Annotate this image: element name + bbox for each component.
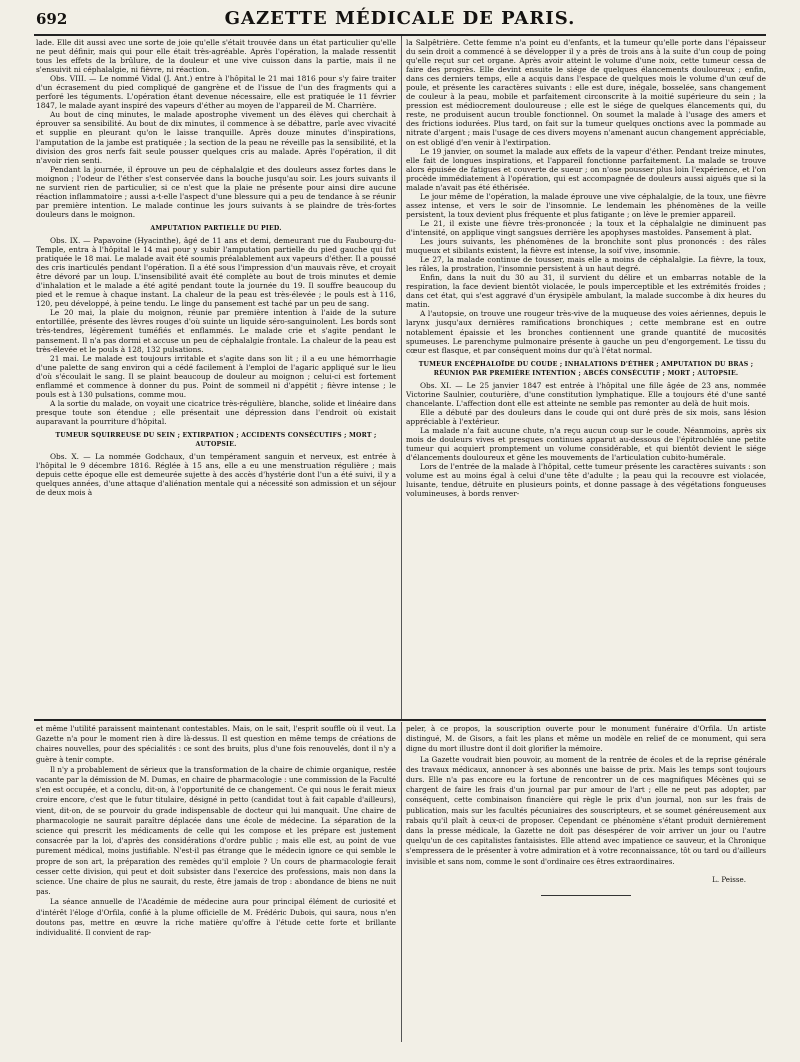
paragraph: La malade n'a fait aucune chute, n'a reçu aucun coup sur le coude. Néanmoins, après six mois de douleurs vives et presques continues apparut au-dessous de l'épitrochlée une petite tumeur qui acquiert promptement un volume considérable, et qui bientôt devient le siége d'élancements douloureux et gêne les mouvements de l'articulation cubito-humérale. [406,425,766,463]
page-header [0,8,800,32]
paragraph: Elle a débuté par des douleurs dans le coude qui ont duré près de six mois, sans lésion appréciable à l'extérieur. [406,407,766,426]
paragraph: La Gazette voudrait bien pouvoir, au moment de la rentrée de écoles et de la reprise générale des travaux médicaux, annoncer à ses abonnés une baisse de prix. Mais les temps sont toujours durs. Elle n'a pas encore eu la fortune de rencontrer un de ces magnifiques Mécènes qui se chargent de faire les frais d'un journal par pur amour de l'art ; elle ne peut pas adopter, par conséquent, cette combinaison financière qui règle le prix d'un journal, non sur les frais de publication, mais sur les facultés pécuniaires des souscripteurs, et se soumet généreusement aux rabais qu'il plaît à ceux-ci de proposer. Cependant ce phénomène s'étant produit dernièrement dans la presse médicale, la Gazette ne doit pas désespérer de voir arriver un jour ou l'autre quelqu'un de ces capitalistes fantaisistes. Elle attend avec impatience ce sauveur, et la Chronique s'empressera de le présenter à votre admiration et à votre reconnaissance, tôt ou tard ou d'ailleurs invisible et sans nom, comme le sont d'ordinaire ces êtres extraordinaires. [406,754,766,866]
end-rule [541,895,631,896]
paragraph: Le 27, la malade continue de tousser, mais elle a moins de céphalalgie. La fièvre, la toux, les râles, la prostration, l'insomnie persistent à un haut degré. [406,255,766,274]
paragraph: Les jours suivants, les phénomènes de la bronchite sont plus prononcés : des râles muqueux et sibilants existent, la fièvre est intense, la soif vive, insomnie. [406,237,766,256]
section-rule [34,719,766,721]
left-column-top [36,38,396,717]
paragraph: Le jour même de l'opération, la malade éprouve une vive céphalalgie, de la toux, une fièvre assez intense, et vers le soir de l'insomnie. Le lendemain les phénomènes de la veille persistent, la toux devient plus fréquente et plus fatigante ; on lève le premier appareil. [406,191,766,219]
masthead-title: GAZETTE MÉDICALE DE PARIS. [224,8,576,29]
author-signature: L. Peisse. [712,874,746,884]
right-column-top [406,38,766,717]
paragraph: Pendant la journée, il éprouve un peu de céphalalgie et des douleurs assez fortes dans le moignon ; l'odeur de l'éther s'est conservée dans la bouche jusqu'au soir. Les jours suivants il ne survient rien de particulier, si ce n'est que la plaie ne présente pour ainsi dire aucune réaction inflammatoire ; aussi a-t-elle l'aspect d'une blessure qui a peu de tendance à se réunir par première intention. Le malade continue les jours suivants à se plaindre de très-fortes douleurs dans le moignon. [36,164,396,219]
paragraph: et même l'utilité paraissent maintenant contestables. Mais, on le sait, l'esprit souffle où il veut. La Gazette n'a pour le moment rien à dire là-dessus. Il est question en même temps de créations de chaires nouvelles, pour des spécialités : ce sont des bruits, plus d'une fois renouvelés, dont il n'y a guère à tenir compte. [36,724,396,764]
section-heading: TUMEUR SQUIRREUSE DU SEIN ; EXTIRPATION ; ACCIDENTS CONSÉCUTIFS ; MORT ; AUTOPSIE. [55,431,377,449]
section-heading: TUMEUR ENCÉPHALOÏDE DU COUDE ; INHALATIONS D'ÉTHER ; AMPUTATION DU BRAS ; RÉUNION PAR PREMIÈRE INTENTION ; ABCÈS CONSÉCUTIF ; MORT ; AUTOPSIE. [418,360,754,377]
paragraph: Obs. XI. — Le 25 janvier 1847 est entrée à l'hôpital une fille âgée de 23 ans, nommée Victorine Saulnier, couturière, d'une constitution lymphatique. Elle a toujours été d'une santé chancelante. L'affection dont elle est atteinte ne semble pas remonter au delà de huit mois. [406,380,766,408]
paragraph: peler, à ce propos, la souscription ouverte pour le monument funéraire d'Orfila. Un artiste distingué, M. de Gisors, a fait les plans et même un modèle en relief de ce monument, qui sera digne du mort illustre dont il doit glorifier la mémoire. [406,724,766,754]
paragraph: lade. Elle dit aussi avec une sorte de joie qu'elle s'était trouvée dans un état particulier qu'elle ne peut définir, mais qui pour elle était très-agréable. Après l'opération, la malade ressentit tous les effets de la brûlure, de la douleur et une vive cuisson dans la partie, mais il ne s'ensuivit ni céphalalgie, ni fièvre, ni réaction. [36,38,396,75]
paragraph: la Salpêtrière. Cette femme n'a point eu d'enfants, et la tumeur qu'elle porte dans l'épaisseur du sein droit a commencé à se développer il y a près de trois ans à la suite d'un coup de poing qu'elle reçut sur cet organe. Après avoir atteint le volume d'une noix, cette tumeur cessa de faire des progrès. Elle devint ensuite le siége de quelques élancements douloureux ; enfin, dans ces derniers temps, elle a acquis dans l'espace de quelques mois le volume d'un œuf de poule, et présente les caractères suivants : elle est dure, inégale, bosselée, sans changement de couleur à la peau, mobile et parfaitement circonscrite à la moitié supérieure du sein ; la pression est médiocrement douloureuse ; elle est le siége de quelques élancements qui, du reste, ne produisent aucun trouble fonctionnel. On soumet la malade à l'usage des amers et des frictions iodurées. Plus tard, on fait sur la tumeur quelques onctions avec la pommade au nitrate d'argent ; mais l'usage de ces divers moyens n'amenant aucun changement appréciable, on est obligé d'en venir à l'extirpation. [406,38,766,147]
chronicle-left-column [36,724,396,1040]
paragraph: Lors de l'entrée de la malade à l'hôpital, cette tumeur présente les caractères suivants : son volume est au moins égal à celui d'une tête d'adulte ; la peau qui la recouvre est violacée, luisante, tendue, détruite en plusieurs points, et donne passage à des végétations fongueuses volumineuses, à bords renver- [406,462,766,499]
section-heading: AMPUTATION PARTIELLE DU PIED. [150,224,282,232]
paragraph: Le 21, il existe une fièvre très-prononcée ; la toux et la céphalalgie ne diminuent pas d'intensité, on applique vingt sangsues derrière les apophyses mastoïdes. Pansement à plat. [406,218,766,237]
page-number: 692 [36,10,68,28]
paragraph: Enfin, dans la nuit du 30 au 31, il survient du délire et un embarras notable de la respiration, la face devient bientôt violacée, le pouls imperceptible et les extrémités froides ; dans cet état, qui s'est aggravé d'un érysipèle ambulant, la malade succombe à dix heures du matin. [406,273,766,310]
column-divider-top [401,36,402,719]
paragraph: Obs. IX. — Papavoine (Hyacinthe), âgé de 11 ans et demi, demeurant rue du Faubourg-du-Temple, entra à l'hôpital le 14 mai pour y subir l'amputation partielle du pied gauche qui fut pratiquée le 18 mai. Le malade avait été soumis préalablement aux vapeurs d'éther. Il a poussé des cris inarticulés pendant l'opération. Il a été sous l'impression d'un mauvais rêve, et croyait être dévoré par un loup. L'insensibilité avait été complète au bout de trois minutes et demie d'inhalation et le malade a été agité pendant toute la journée du 19. Il souffre beaucoup du pied et le remue à chaque instant. La chaleur de la peau est très-élevée ; le pouls est à 116, 120, peu développé, à peine tendu. Le linge du pansement est taché par un peu de sang. [36,235,396,309]
paragraph: Il n'y a probablement de sérieux que la transformation de la chaire de chimie organique, restée vacante par la démission de M. Dumas, en chaire de pharmacologie : une commission de la Faculté s'en est occupée, et a conclu, dit-on, à l'opportunité de ce changement. Ce qui nous le ferait mieux croire encore, c'est que le futur titulaire, désigné in petto (candidat tout à fait capable d'ailleurs), vient, dit-on, de se pourvoir du grade indispensable de docteur qui lui manquait. Une chaire de pharmacologie ne saurait paraître déplacée dans une école de médecine. La séparation de la science qui prescrit les médicaments de celle qui les compose et les prépare est justement consacrée par la loi, d'après des considérations d'ordre public ; mais elle est, au point de vue purement médical, moins justifiable. N'est-il pas étrange que le médecin ignore ce qui semble le propre de son art, la préparation des remèdes qu'il emploie ? Un cours de pharmacologie ferait cesser cette division, qui peut et doit subsister dans l'exercice des professions, mais non dans la science. Une chaire de plus ne saurait, du reste, être jamais de trop : abondance de biens ne nuit pas. [36,764,396,897]
paragraph: Le 19 janvier, on soumet la malade aux effets de la vapeur d'éther. Pendant treize minutes, elle fait de longues inspirations, et l'appareil fonctionne parfaitement. La malade se trouve alors épuisée de fatigues et couverte de sueur ; on n'ose pousser plus loin l'expérience, et l'on procède immédiatement à l'opération, qui est accompagnée de douleurs aussi aiguës que si la malade n'avait pas été éthérisée. [406,146,766,192]
paragraph: A l'autopsie, on trouve une rougeur très-vive de la muqueuse des voies aériennes, depuis le larynx jusqu'aux dernières ramifications bronchiques ; cette membrane est en outre notablement épaissie et les bronches contiennent une grande quantité de mucosités spumeuses. Le parenchyme pulmonaire présente à gauche un peu d'engorgement. Le tissu du cœur est flasque, et par conséquent moins dur qu'à l'état normal. [406,309,766,355]
paragraph: Obs. X. — La nommée Godchaux, d'un tempérament sanguin et nerveux, est entrée à l'hôpital le 9 décembre 1816. Réglée à 15 ans, elle a eu une menstruation régulière ; mais depuis cette époque elle est demeurée sujette à des accès d'hystérie dont l'un a été suivi, il y a quelques années, d'une attaque d'aliénation mentale qui a nécessité son admission et un séjour de deux mois à [36,452,396,498]
paragraph: Obs. VIII. — Le nommé Vidal (J. Ant.) entre à l'hôpital le 21 mai 1816 pour s'y faire traiter d'un écrasement du pied compliqué de gangrène et de l'issue de l'un des fragments qui a perforé les téguments. L'opération étant devenue nécessaire, elle est pratiquée le 11 février 1847, le malade ayant inspiré des vapeurs d'éther au moyen de l'appareil de M. Charrière. [36,74,396,111]
column-divider-bottom [401,722,402,1042]
paragraph: Au bout de cinq minutes, le malade apostrophe vivement un des élèves qui cherchait à éprouver sa sensibilité. Au bout de dix minutes, il commence à se débattre, parle avec vivacité et supplie en pleurant qu'on le laisse tranquille. Après douze minutes d'inspirations, l'amputation de la jambe est pratiquée ; la section de la peau ne réveille pas la sensibilité, et la division des gros nerfs fait seule pousser quelques cris au malade. Après l'opération, il dit n'avoir rien senti. [36,110,396,165]
chronicle-right-column [406,724,766,1040]
paragraph: La séance annuelle de l'Académie de médecine aura pour principal élément de curiosité et d'intérêt l'éloge d'Orfila, confié à la plume officielle de M. Frédéric Dubois, qui saura, nous n'en doutons pas, mettre en œuvre la riche matière qu'offre à l'étude cette forte et brillante individualité. Il convient de rap- [36,897,396,938]
header-rule [34,34,766,36]
paragraph: 21 mai. Le malade est toujours irritable et s'agite dans son lit ; il a eu une hémorrhagie d'une palette de sang environ qui a cédé facilement à l'emploi de l'agaric appliqué sur le lieu d'où s'écoulait le sang. Il se plaint beaucoup de douleur au moignon ; celui-ci est fortement enflammé et commence à donner du pus. Point de sommeil ni d'appétit ; fièvre intense ; le pouls est à 130 pulsations, comme mou. [36,353,396,399]
paragraph: Le 20 mai, la plaie du moignon, réunie par première intention à l'aide de la suture entortillée, présente des lèvres rouges d'où suinte un liquide séro-sanguinolent. Les bords sont très-tendres, légèrement tuméfiés et enflammés. Le malade crie et s'agite pendant le pansement. Il n'a pas dormi et accuse un peu de céphalalgie frontale. La chaleur de la peau est très-élevée et le pouls à 128, 132 pulsations. [36,308,396,354]
paragraph: A la sortie du malade, on voyait une cicatrice très-régulière, blanche, solide et linéaire dans presque toute son étendue ; elle présentait une dépression dans l'endroit où existait auparavant la pourriture d'hôpital. [36,398,396,426]
